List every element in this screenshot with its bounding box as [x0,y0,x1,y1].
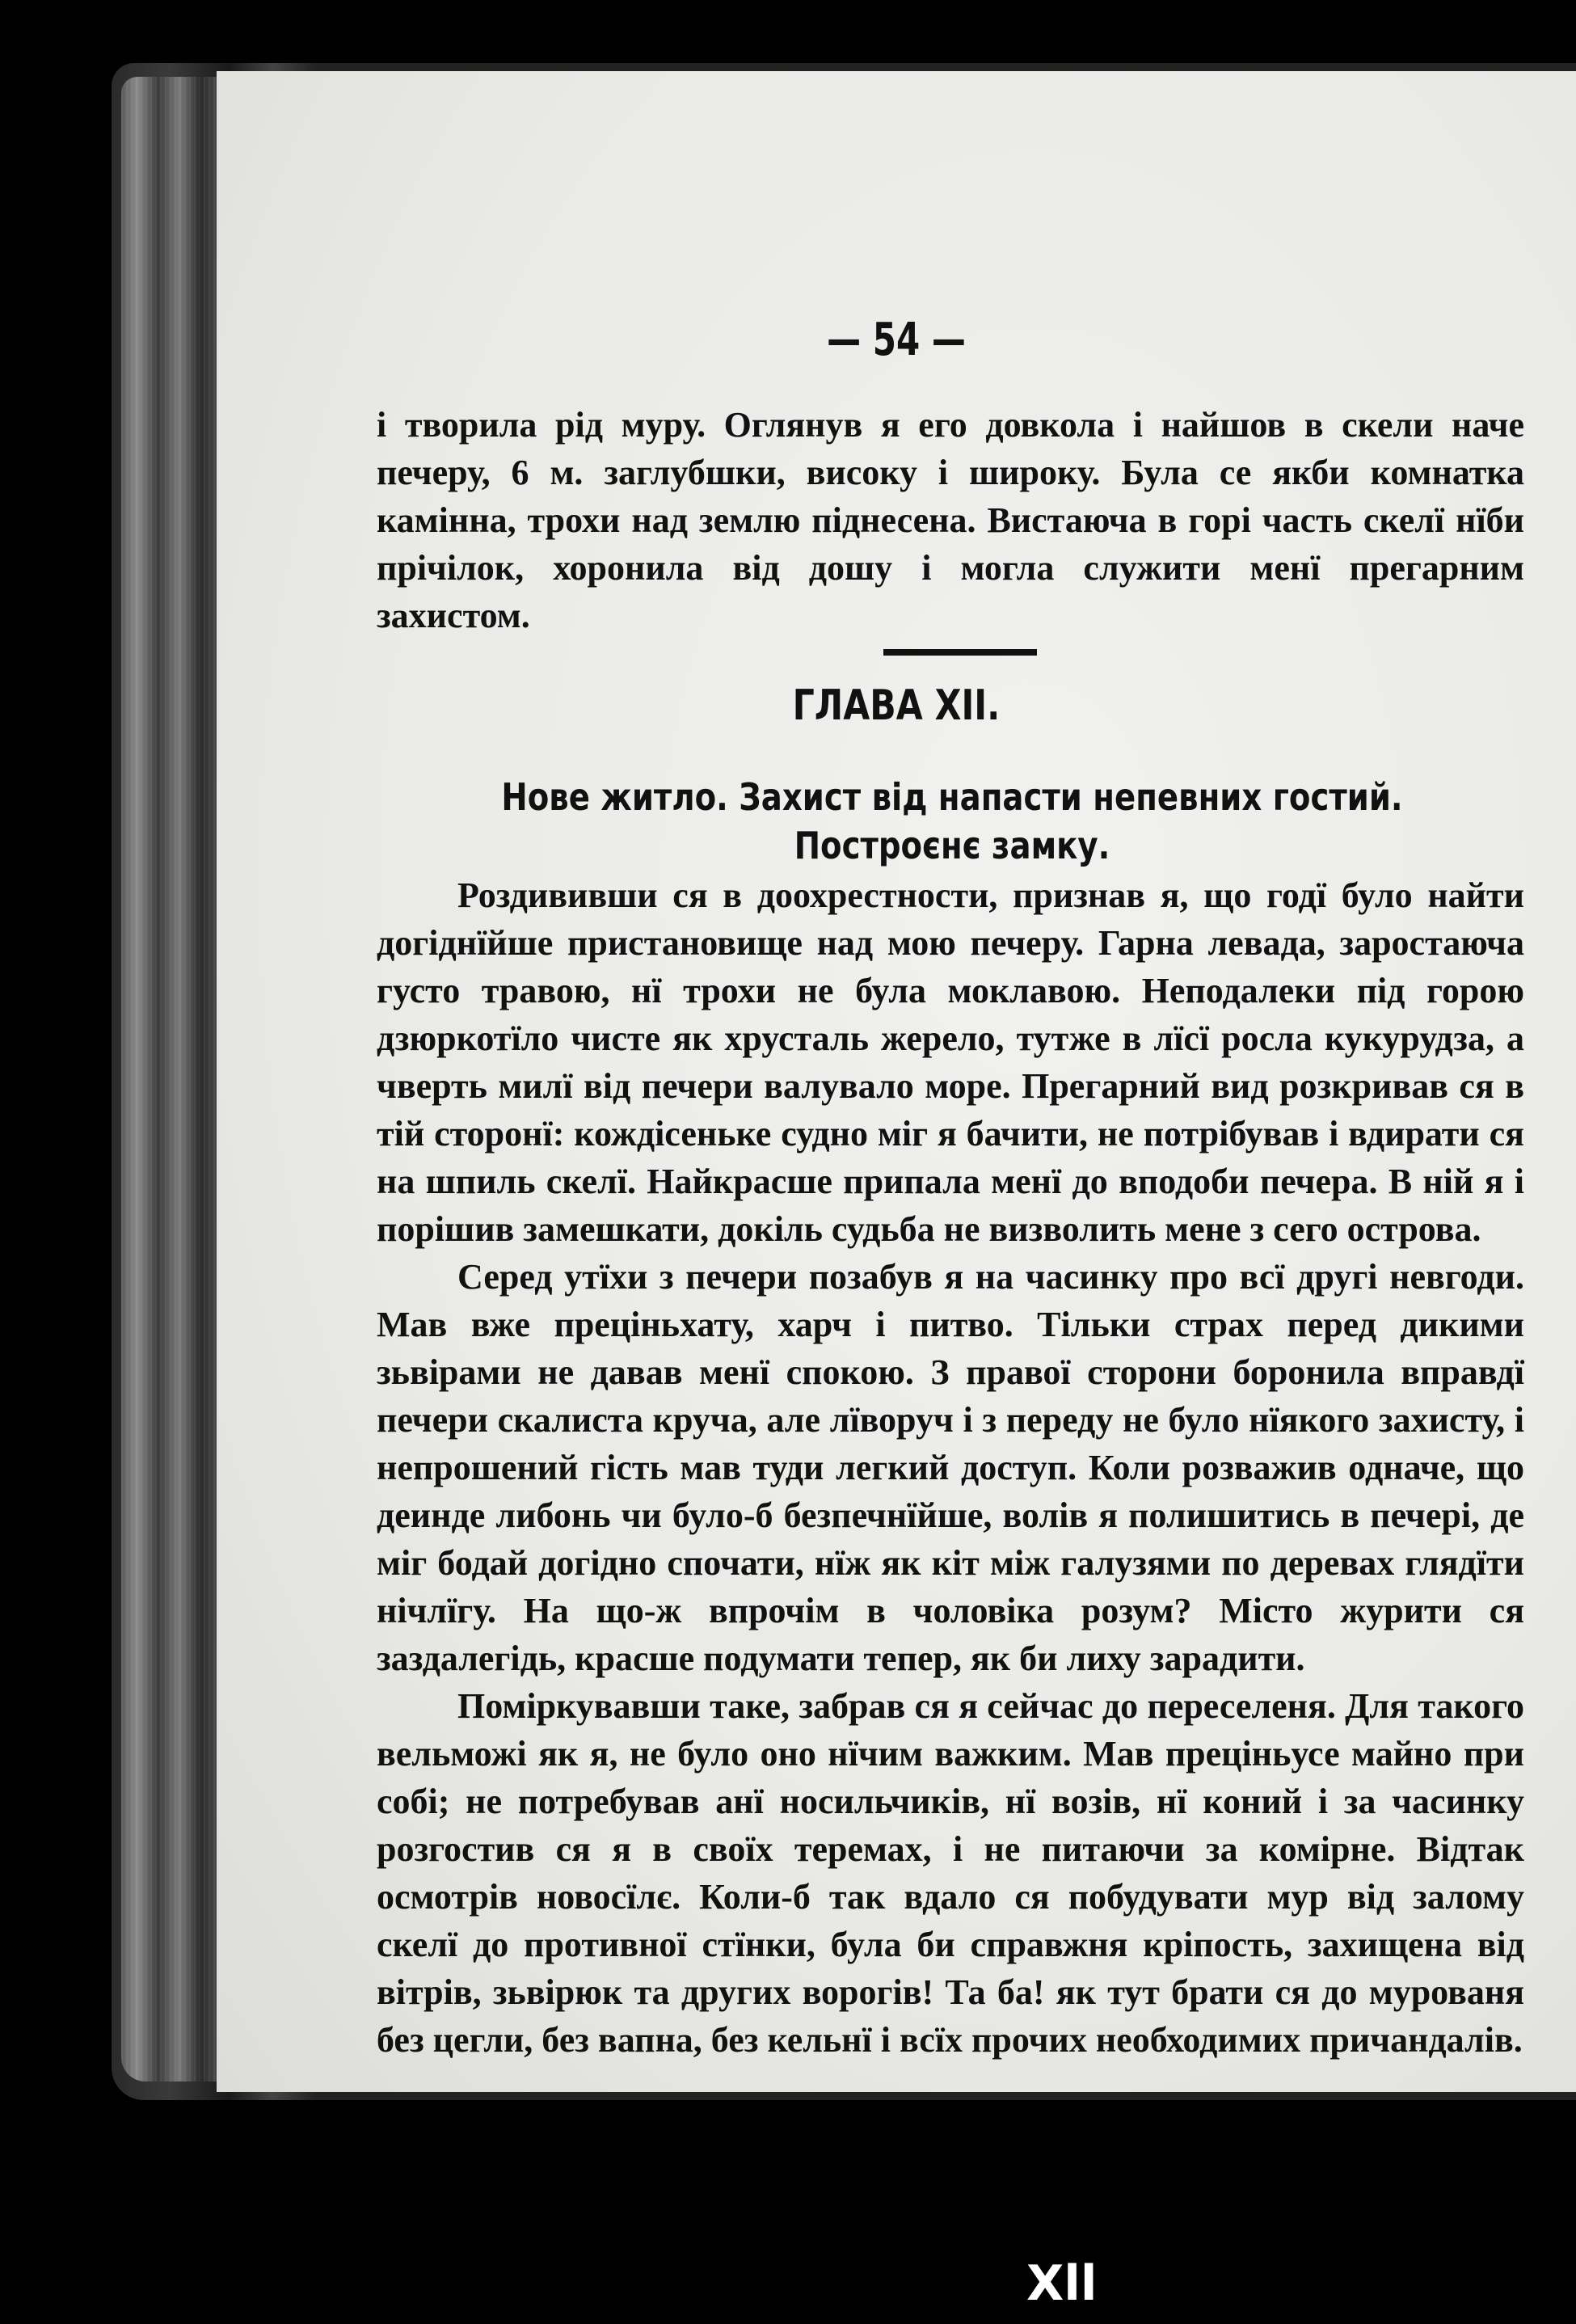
paragraph-1: Роздививши ся в доохрестности, признав я, що годї було найти догіднїйше пристановище над мою печеру. Гарна левада, заростаюча густо травою, нї трохи не була моклавою. Неподалеки під горою дзюркотїло чисте як хрусталь жерело, тутже в лїсї росла кукурудза, а чверть милї від печери валувало море. Прегарний вид розкривав ся в тій сторонї: кождісеньке судно міг я бачити, не потрібував і вдирати ся на шпиль скелї. Найкрасше припала менї до вподоби печера. В ній я і порішив замешкати, докіль судьба не визволить мене з сего острова. [377,875,1524,1249]
book-spine [121,77,226,2081]
paragraph-3: Поміркувавши таке, забрав ся я сейчас до переселеня. Для такого вельможі як я, не було оно нїчим важким. Мав преціньусе майно при собі; не потребував анї носильчиків, нї возів, нї коний і за часинку розгостив ся я в своїх теремах, і не питаючи за комірне. Відтак осмотрів новосїлє. Коли-б так вдало ся побудувати мур від залому скелї до противної стїнки, була би справжня кріпость, захищена від вітрів, зьвірюк та других ворогів! Та ба! як тут брати ся до мурованя без цегли, без вапна, без кельнї і всїх прочих необходимих причандалів. [377,1686,1524,2060]
paragraph-2: Серед утїхи з печери позабув я на часинку про всї другі невгоди. Мав вже преціньхату, харч і питво. Тільки страх перед дикими зьвірами не давав менї спокою. З правої сторони боронила вправдї печери скалиста круча, але лїворуч і з переду не було нїякого захисту, і непрошений гість мав туди легкий доступ. Коли розважив одначе, що деинде либонь чи було-б безпечнїйше, волів я полишитись в печері, де міг бодай догідно спочати, нїж як кіт між галузями по деревах глядїти нічлїгу. На що-ж впрочім в чоловіка розум? Місто журити ся заздалегідь, красше подумати тепер, як би лиху зарадити. [377,1257,1524,1678]
book-page [217,71,1576,2092]
section-divider [883,649,1037,656]
chapter-subtitle [457,773,1447,870]
chapter-body [377,871,1524,2064]
page-number: — 54 — [827,314,966,366]
top-paragraph: і творила рід муру. Оглянув я его довкола і найшов в скели наче печеру, 6 м. заглубшки, високу і широку. Була се якби комнатка камінна, трохи над землю піднесена. Вистаюча в горі часть скелї нїби прічілок, хоронила від дошу і могла служити менї прегарним захистом. [377,405,1524,635]
bottom-margin-mark: Xll [1026,2255,1098,2312]
chapter-subtitle-line-1: Нове житло. Захист від напасти непевних гостий. [501,775,1403,819]
chapter-subtitle-line-2: Построєнє замку. [794,824,1110,867]
chapter-title: ГЛАВА XII. [792,681,1001,730]
